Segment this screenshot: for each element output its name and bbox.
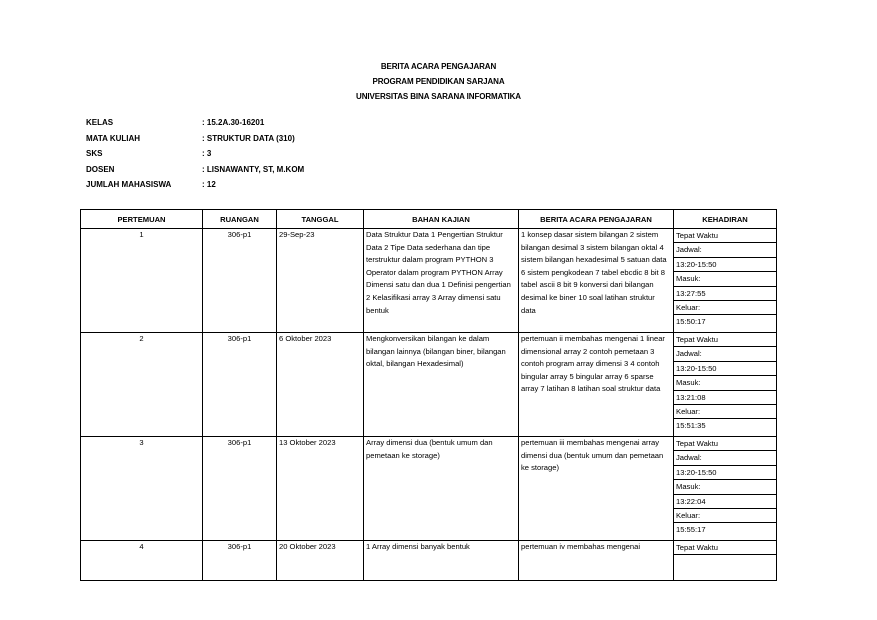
table-row [81, 333, 777, 437]
kehadiran-keluar: 15:55:17 [676, 525, 706, 535]
cell-kehadiran [674, 333, 777, 437]
header-bahan-kajian: BAHAN KAJIAN [364, 210, 519, 229]
kehadiran-status: Tepat Waktu [674, 229, 776, 243]
header-university: UNIVERSITAS BINA SARANA INFORMATIKA [356, 92, 521, 101]
meta-value: : LISNAWANTY, ST, M.KOM [202, 164, 305, 174]
cell-ruangan: 306-p1 [203, 229, 277, 333]
cell-pertemuan: 3 [81, 437, 203, 541]
attendance-table [80, 209, 777, 581]
cell-kehadiran [674, 541, 777, 581]
header-ruangan: RUANGAN [203, 210, 277, 229]
kehadiran-masuk: 13:27:55 [674, 287, 776, 301]
meta-label: SKS [86, 149, 103, 158]
kehadiran-keluar-label: Keluar: [674, 301, 776, 315]
header-kehadiran: KEHADIRAN [674, 210, 777, 229]
table-row [81, 437, 777, 541]
cell-bahan-kajian: Array dimensi dua (bentuk umum dan pemetaan ke storage) [364, 437, 519, 541]
cell-tanggal: 13 Oktober 2023 [277, 437, 364, 541]
cell-berita-acara: pertemuan iii membahas mengenai array dimensi dua (bentuk umum dan pemetaan ke storage) [519, 437, 674, 541]
meta-label: MATA KULIAH [86, 133, 141, 143]
table-row [81, 541, 777, 581]
header-tanggal: TANGGAL [277, 210, 364, 229]
cell-bahan-kajian: 1 Array dimensi banyak bentuk [364, 541, 519, 581]
header-pertemuan: PERTEMUAN [81, 210, 203, 229]
kehadiran-masuk: 13:21:08 [674, 391, 776, 405]
kehadiran-masuk-label: Masuk: [674, 272, 776, 286]
cell-pertemuan: 2 [81, 333, 203, 437]
kehadiran-status: Tepat Waktu [674, 437, 776, 451]
kehadiran-jadwal-label: Jadwal: [674, 243, 776, 257]
kehadiran-keluar: 15:51:35 [676, 421, 706, 431]
meta-value: : 15.2A.30-16201 [202, 118, 265, 127]
kehadiran-masuk-label: Masuk: [674, 480, 776, 494]
meta-label: JUMLAH MAHASISWA [86, 180, 172, 189]
meta-value: : STRUKTUR DATA (310) [202, 133, 295, 143]
kehadiran-masuk: 13:22:04 [674, 495, 776, 509]
meta-label: DOSEN [86, 164, 115, 174]
cell-bahan-kajian: Mengkonversikan bilangan ke dalam bilangan lainnya (bilangan biner, bilangan oktal, bilangan Hexadesimal) [364, 333, 519, 437]
meta-value: : 12 [202, 180, 216, 189]
cell-tanggal: 29-Sep-23 [277, 229, 364, 333]
kehadiran-status: Tepat Waktu [674, 541, 776, 555]
kehadiran-masuk-label: Masuk: [674, 376, 776, 390]
cell-ruangan: 306-p1 [203, 333, 277, 437]
kehadiran-jadwal: 13:20-15:50 [674, 466, 776, 480]
kehadiran-jadwal-label: Jadwal: [674, 451, 776, 465]
kehadiran-jadwal: 13:20-15:50 [674, 362, 776, 376]
table-header-row [81, 210, 777, 229]
kehadiran-keluar-label: Keluar: [674, 509, 776, 523]
kehadiran-keluar: 15:50:17 [676, 317, 706, 327]
header-title: BERITA ACARA PENGAJARAN [380, 62, 497, 71]
cell-ruangan: 306-p1 [203, 437, 277, 541]
header-program: PROGRAM PENDIDIKAN SARJANA [372, 77, 505, 86]
cell-kehadiran [674, 437, 777, 541]
kehadiran-jadwal-label: Jadwal: [674, 347, 776, 361]
table-row [81, 229, 777, 333]
meta-label: KELAS [86, 118, 114, 127]
document-header [0, 59, 877, 104]
cell-tanggal: 6 Oktober 2023 [277, 333, 364, 437]
kehadiran-status: Tepat Waktu [674, 333, 776, 347]
cell-kehadiran [674, 229, 777, 333]
header-berita-acara: BERITA ACARA PENGAJARAN [519, 210, 674, 229]
cell-berita-acara: pertemuan iv membahas mengenai [519, 541, 674, 581]
cell-tanggal: 20 Oktober 2023 [277, 541, 364, 581]
cell-bahan-kajian: Data Struktur Data 1 Pengertian Struktur Data 2 Tipe Data sederhana dan tipe terstruktur dalam program PYTHON 3 Operator dalam program PYTHON Array Dimensi satu dan dua 1 Definisi pengertian 2 Kelasifikasi array 3 Array dimensi satu bentuk [364, 229, 519, 333]
cell-berita-acara: 1 konsep dasar sistem bilangan 2 sistem bilangan desimal 3 sistem bilangan oktal 4 sistem bilangan hexadesimal 5 satuan data 6 sistem pengkodean 7 tabel ebcdic 8 bit 8 tabel ascii 8 bit 9 konversi dari bilangan desimal ke biner 10 soal latihan struktur data [519, 229, 674, 333]
cell-berita-acara: pertemuan ii membahas mengenai 1 linear dimensional array 2 contoh pemetaan 3 contoh program array dimensi 3 4 contoh bingular array 5 bingular array 6 sparse array 7 latihan 8 latihan soal struktur data [519, 333, 674, 437]
meta-value: : 3 [202, 149, 212, 158]
cell-ruangan: 306-p1 [203, 541, 277, 581]
cell-pertemuan: 4 [81, 541, 203, 581]
kehadiran-jadwal: 13:20-15:50 [674, 258, 776, 272]
kehadiran-keluar-label: Keluar: [674, 405, 776, 419]
cell-pertemuan: 1 [81, 229, 203, 333]
